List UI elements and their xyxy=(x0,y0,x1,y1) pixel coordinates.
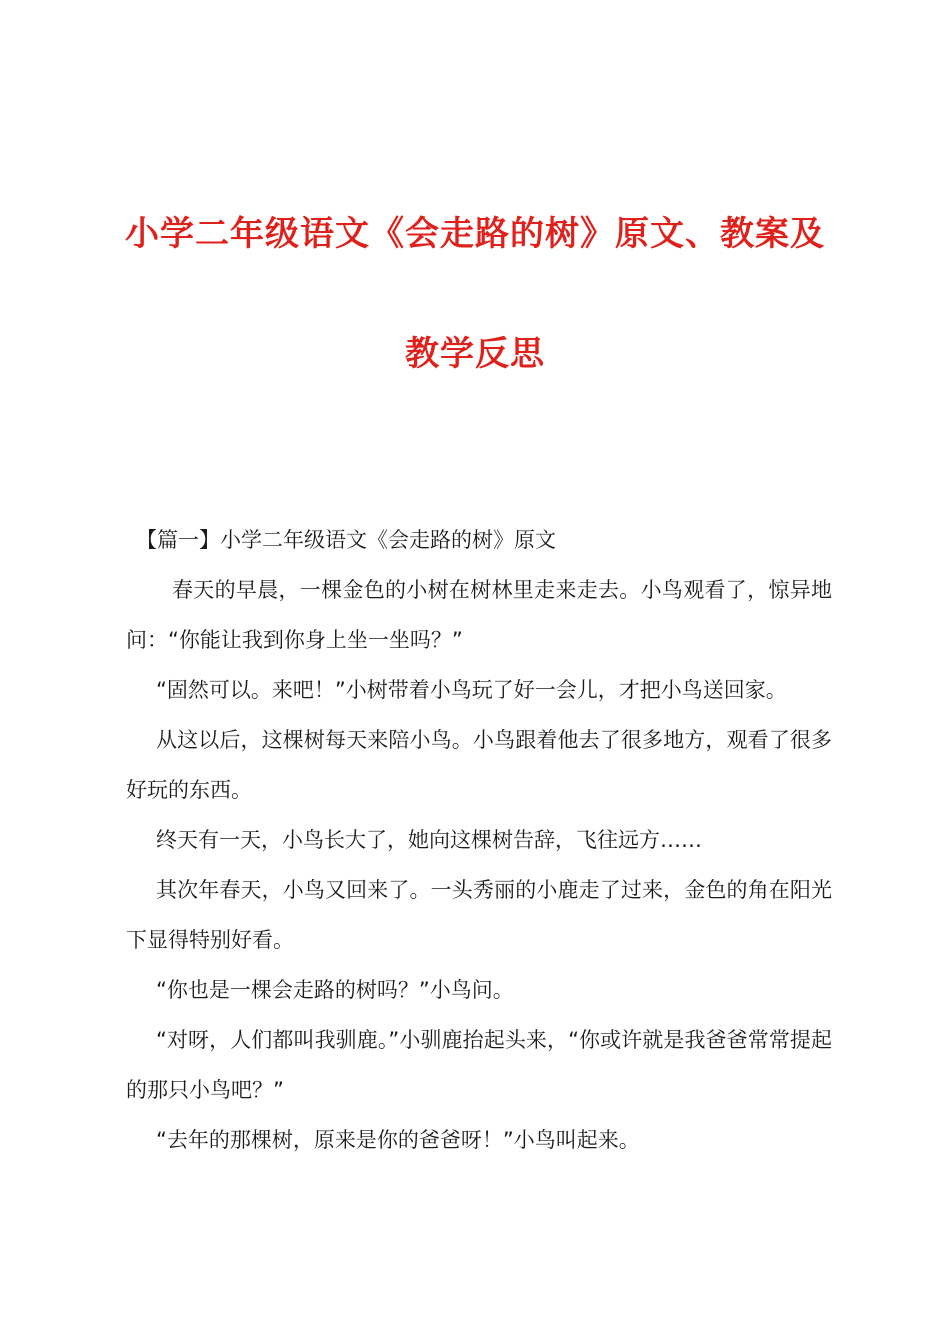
document-body xyxy=(126,515,832,1165)
paragraph: 终天有一天，小鸟长大了，她向这棵树告辞，飞往远方…… xyxy=(156,828,702,852)
section-heading: 【篇一】小学二年级语文《会走路的树》原文 xyxy=(136,528,556,552)
paragraph: 从这以后，这棵树每天来陪小鸟。小鸟跟着他去了很多地方，观看了很多好玩的东西。 xyxy=(126,728,832,802)
paragraph: “你也是一棵会走路的树吗？”小鸟问。 xyxy=(156,978,514,1002)
paragraph: “固然可以。来吧！”小树带着小鸟玩了好一会儿，才把小鸟送回家。 xyxy=(156,678,787,702)
document-title-line-1: 小学二年级语文《会走路的树》原文、教案及 xyxy=(125,214,825,254)
paragraph: “对呀，人们都叫我驯鹿。”小驯鹿抬起头来，“你或许就是我爸爸常常提起的那只小鸟吧？” xyxy=(126,1028,832,1102)
document-title-line-2: 教学反思 xyxy=(405,334,545,374)
paragraph: 春天的早晨，一棵金色的小树在树林里走来走去。小鸟观看了，惊异地问：“你能让我到你身上坐一坐吗？” xyxy=(126,578,832,652)
paragraph: “去年的那棵树，原来是你的爸爸呀！”小鸟叫起来。 xyxy=(156,1128,640,1152)
paragraph: 其次年春天，小鸟又回来了。一头秀丽的小鹿走了过来，金色的角在阳光下显得特别好看。 xyxy=(126,878,832,952)
